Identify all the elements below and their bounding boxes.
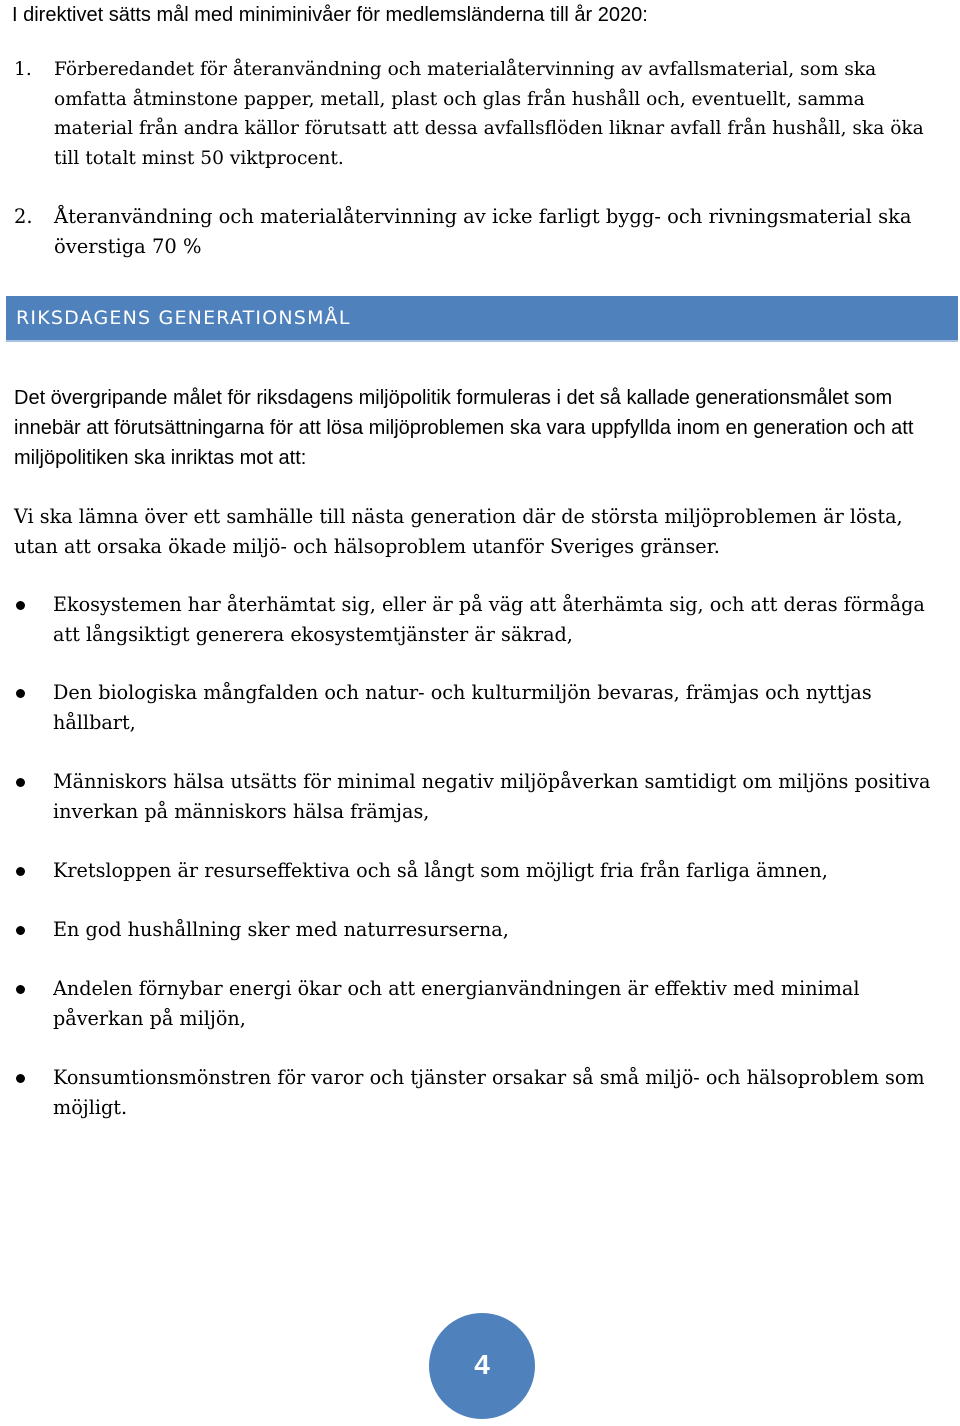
bullet-icon: [16, 867, 25, 876]
list-item: [14, 915, 954, 945]
list-item: [14, 767, 954, 826]
bullet-icon: [16, 926, 25, 935]
list-item-text: Andelen förnybar energi ökar och att energianvändningen är effektiv med minimal påverkan på miljön,: [53, 977, 860, 1030]
list-item-text: Ekosystemen har återhämtat sig, eller är på väg att återhämta sig, och att deras förmåga att långsiktigt generera ekosystemtjänster är säkrad,: [53, 593, 925, 646]
list-item-text: Människors hälsa utsätts för minimal negativ miljöpåverkan samtidigt om miljöns positiva inverkan på människors hälsa främjas,: [53, 770, 931, 823]
list-item: [14, 974, 954, 1033]
list-item-text: En god hushållning sker med naturresurserna,: [53, 918, 509, 941]
page-number: 4: [474, 1349, 490, 1380]
generation-goal-statement: Vi ska lämna över ett samhälle till nästa generation där de största miljöproblemen är lösta, utan att orsaka ökade miljö- och hälsoproblem utanför Sveriges gränser.: [14, 505, 903, 558]
list-item: [14, 1063, 954, 1122]
list-item: [14, 856, 954, 886]
list-item-text: Kretsloppen är resurseffektiva och så långt som möjligt fria från farliga ämnen,: [53, 859, 828, 882]
bullet-icon: [16, 985, 25, 994]
section-description: Det övergripande målet för riksdagens miljöpolitik formuleras i det så kallade generationsmålet som innebär att förutsättningarna för att lösa miljöproblemen ska vara uppfyllda inom en generation och att miljöpolitiken ska inriktas mot att:: [14, 387, 914, 469]
target-number: 2.: [14, 205, 33, 228]
section-heading: RIKSDAGENS GENERATIONSMÅL: [16, 307, 351, 329]
bullet-icon: [16, 1074, 25, 1083]
target-number: 1.: [14, 59, 32, 80]
list-item-text: Den biologiska mångfalden och natur- och kulturmiljön bevaras, främjas och nyttjas hållbart,: [53, 681, 872, 734]
section-heading-banner: [6, 296, 958, 342]
target-text: Återanvändning och materialåtervinning av icke farligt bygg- och rivningsmaterial ska överstiga 70 %: [54, 205, 912, 258]
bullet-icon: [16, 778, 25, 787]
page-number-badge: [429, 1313, 535, 1419]
bullet-icon: [16, 689, 25, 698]
target-item-1: [14, 55, 949, 173]
list-item: [14, 678, 954, 737]
intro-text: I direktivet sätts mål med miniminivåer för medlemsländerna till år 2020:: [12, 4, 648, 26]
list-item: [14, 590, 954, 649]
target-item-2: [14, 202, 949, 261]
bullet-icon: [16, 601, 25, 610]
target-text: Förberedandet för återanvändning och materialåtervinning av avfallsmaterial, som ska omfatta åtminstone papper, metall, plast och glas från hushåll och, eventuellt, samma material från andra källor förutsatt att dessa avfallsflöden liknar avfall från hushåll, ska öka till totalt minst 50 viktprocent.: [54, 59, 924, 169]
list-item-text: Konsumtionsmönstren för varor och tjänster orsakar så små miljö- och hälsoproblem som möjligt.: [53, 1066, 925, 1119]
